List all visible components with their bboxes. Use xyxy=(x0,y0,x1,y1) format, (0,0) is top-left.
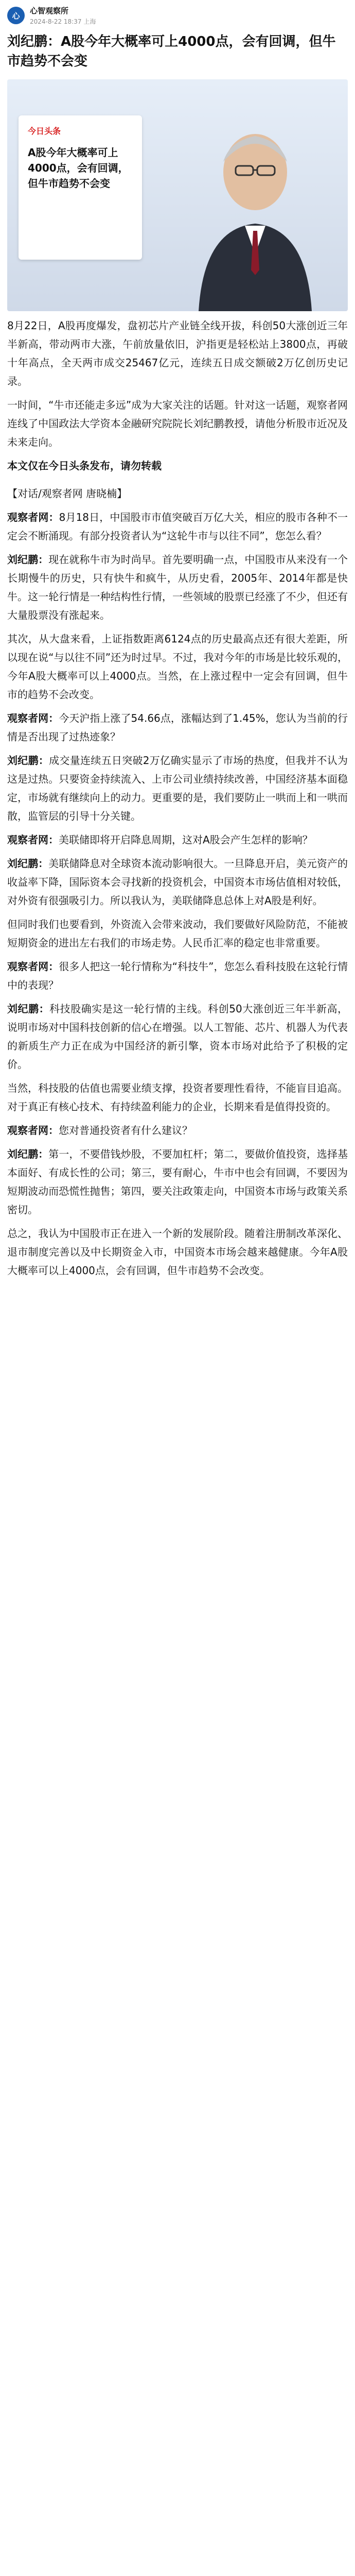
qa-text: 8月18日，中国股市市值突破百万亿大关，相应的股市各种不一定会不断涌现。有部分投资者认为“这轮牛市与以往不同”，您怎么看？ xyxy=(7,511,348,542)
hero-image[interactable] xyxy=(7,79,348,311)
qa-text: 科技股确实是这一轮行情的主线。科创50大涨创近三年半新高，说明市场对中国科技创新的信心在增强。以人工智能、芯片、机器人为代表的新质生产力正在成为中国经济的新引擎，资本市场对此给予了积极的定价。 xyxy=(7,1003,348,1071)
qa-paragraph xyxy=(0,1224,355,1280)
qa-text: 很多人把这一轮行情称为“科技牛”，您怎么看科技股在这轮行情中的表现？ xyxy=(7,960,348,991)
speaker-portrait-image xyxy=(178,115,332,311)
speaker-label: 观察者网： xyxy=(7,834,59,846)
qa-section xyxy=(0,508,355,1280)
interview-source: 【对话/观察者网 唐晓楠】 xyxy=(7,487,128,500)
qa-text: 您对普通投资者有什么建议？ xyxy=(59,1124,192,1137)
qa-text: 美联储即将开启降息周期，这对A股会产生怎样的影响？ xyxy=(59,834,313,846)
avatar[interactable]: 心 xyxy=(7,7,25,24)
qa-text: 但同时我们也要看到，外资流入会带来波动，我们要做好风险防范，不能被短期资金的进出左右我们的市场走势。人民币汇率的稳定也非常重要。 xyxy=(7,918,348,949)
qa-paragraph xyxy=(0,831,355,849)
qa-text: 总之，我认为中国股市正在进入一个新的发展阶段。随着注册制改革深化、退市制度完善以及中长期资金入市，中国资本市场会越来越健康。今年A股大概率可以上4000点，会有回调，但牛市趋势不会改变。 xyxy=(7,1227,348,1277)
speaker-label: 刘纪鹏： xyxy=(7,857,49,870)
qa-text: 第一，不要借钱炒股，不要加杠杆；第二，要做价值投资，选择基本面好、有成长性的公司；第三，要有耐心，牛市中也会有回调，不要因为短期波动而恐慌性抛售；第四，要关注政策走向，中国资本市场与政策关系密切。 xyxy=(7,1148,348,1216)
lead-paragraph: 8月22日，A股再度爆发，盘初芯片产业链全线开拔，科创50大涨创近三年半新高，带动两市大涨，午前放量依旧，沪指更是轻松站上3800点，再破十年高点，全天两市成交25467亿元，连续五日成交额破2万亿创历史记录。 xyxy=(7,319,348,387)
speaker-label: 刘纪鹏： xyxy=(7,1148,49,1160)
qa-text: 现在就称牛市为时尚早。首先要明确一点，中国股市从来没有一个长期慢牛的历史，只有快牛和疯牛，从历史看，2005年、2014年都是快牛。这一轮行情是一种结构性行情，一些领域的股票已经涨了不少，但还有大量股票没有涨起来。 xyxy=(7,553,348,621)
qa-paragraph xyxy=(0,999,355,1074)
article-header xyxy=(0,0,355,30)
publish-meta: 2024-8-22 18:37 上海 xyxy=(30,18,96,25)
speaker-label: 刘纪鹏： xyxy=(7,754,49,767)
qa-paragraph xyxy=(0,709,355,746)
qa-paragraph xyxy=(0,1079,355,1116)
repost-notice: 本文仅在今日头条发布，请勿转载 xyxy=(7,460,162,472)
qa-text: 美联储降息对全球资本流动影响很大。一旦降息开启，美元资产的收益率下降，国际资本会寻找新的投资机会，中国资本市场估值相对较低，对外资有很强吸引力。所以我认为，美联储降息总体上对A股是利好。 xyxy=(7,857,348,907)
hero-headline: A股今年大概率可上4000点，会有回调，但牛市趋势不会变 xyxy=(28,146,129,190)
footer-spacer xyxy=(0,1285,355,1300)
qa-paragraph xyxy=(0,508,355,545)
speaker-label: 观察者网： xyxy=(7,712,59,724)
author-block xyxy=(30,5,96,26)
hero-card xyxy=(19,115,142,260)
qa-paragraph xyxy=(0,1121,355,1140)
qa-text: 当然，科技股的估值也需要业绩支撑，投资者要理性看待，不能盲目追高。对于真正有核心技术、有持续盈利能力的企业，长期来看是值得投资的。 xyxy=(7,1082,348,1113)
article-title: 刘纪鹏：A股今年大概率可上4000点，会有回调，但牛市趋势不会变 xyxy=(7,34,336,69)
qa-text: 今天沪指上涨了54.66点，涨幅达到了1.45%，您认为当前的行情是否出现了过热迹象？ xyxy=(7,712,348,743)
speaker-label: 观察者网： xyxy=(7,511,59,523)
qa-text: 成交量连续五日突破2万亿确实显示了市场的热度，但我并不认为这是过热。只要资金持续流入、上市公司业绩持续改善，中国经济基本面稳定，市场就有继续向上的动力。更重要的是，我们要防止一哄而上和一哄而散，监管层的引导十分关键。 xyxy=(7,754,348,822)
speaker-label: 刘纪鹏： xyxy=(7,553,49,566)
author-name[interactable]: 心智观察所 xyxy=(30,6,69,15)
qa-paragraph xyxy=(0,854,355,910)
qa-paragraph xyxy=(0,550,355,624)
intro-paragraph: 一时间，“牛市还能走多远”成为大家关注的话题。针对这一话题，观察者网连线了中国政法大学资本金融研究院院长刘纪鹏教授，请他分析股市近况及未来走向。 xyxy=(7,399,348,448)
qa-paragraph xyxy=(0,751,355,825)
qa-text: 其次，从大盘来看，上证指数距离6124点的历史最高点还有很大差距，所以现在说“与以往不同”还为时过早。不过，我对今年的市场是比较乐观的，今年A股大概率可以上4000点。当然，在上涨过程中一定会有回调，但牛市的趋势不会改变。 xyxy=(7,633,348,701)
speaker-label: 观察者网： xyxy=(7,1124,59,1137)
speaker-label: 观察者网： xyxy=(7,960,59,973)
hero-brand: 今日头条 xyxy=(28,126,61,136)
qa-paragraph xyxy=(0,957,355,994)
qa-paragraph xyxy=(0,915,355,952)
qa-paragraph xyxy=(0,1145,355,1219)
speaker-label: 刘纪鹏： xyxy=(7,1003,50,1015)
qa-paragraph xyxy=(0,630,355,704)
